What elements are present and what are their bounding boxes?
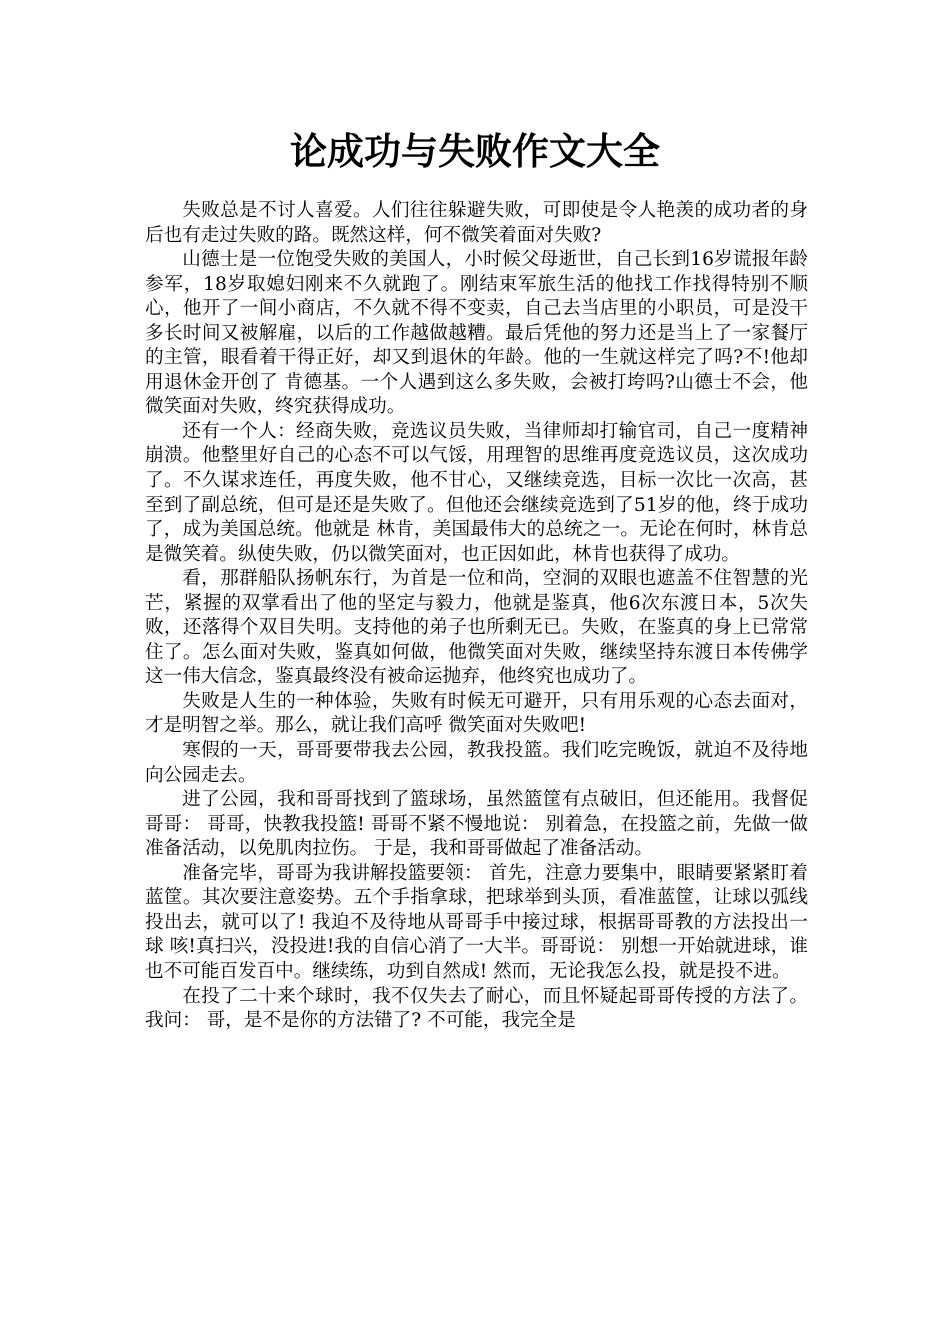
paragraph: 进了公园，我和哥哥找到了篮球场，虽然篮筐有点破旧，但还能用。我督促哥哥： 哥哥，快教我投篮! 哥哥不紧不慢地说： 别着急，在投篮之前，先做一做准备活动，以免肌肉拉伤。 于是，我和哥哥做起了准备活动。 (145, 789, 808, 860)
paragraph: 看，那群船队扬帆东行，为首是一位和尚，空洞的双眼也遮盖不住智慧的光芒，紧握的双掌看出了他的坚定与毅力，他就是鉴真，他6次东渡日本，5次失败，还落得个双目失明。支持他的弟子也所剩无已。失败，在鉴真的身上已常常住了。怎么面对失败，鉴真如何做，他微笑面对失败，继续坚持东渡日本传佛学这一伟大信念，鉴真最终没有被命运抛弃，他终究也成功了。 (145, 568, 808, 688)
article-body (145, 199, 808, 1034)
paragraph: 还有一个人：经商失败，竞选议员失败，当律师却打输官司，自己一度精神崩溃。他整里好自己的心态不可以气馁，用理智的思维再度竞选议员，这次成功了。不久谋求连任，再度失败，他不甘心，又继续竞选，目标一次比一次高，甚至到了副总统，但可是还是失败了。但他还会继续竞选到了51岁的他，终于成功了，成为美国总统。他就是 林肯，美国最伟大的总统之一。无论在何时，林肯总是微笑着。纵使失败，仍以微笑面对，也正因如此，林肯也获得了成功。 (145, 420, 808, 565)
paragraph: 在投了二十来个球时，我不仅失去了耐心，而且怀疑起哥哥传授的方法了。我问： 哥，是不是你的方法错了? 不可能，我完全是 (145, 985, 808, 1032)
paragraph: 山德士是一位饱受失败的美国人，小时候父母逝世，自己长到16岁谎报年龄参军，18岁取媳妇刚来不久就跑了。刚结束军旅生活的他找工作找得特别不顺心，他开了一间小商店，不久就不得不变卖，自己去当店里的小职员，可是没干多长时间又被解雇，以后的工作越做越糟。最后凭他的努力还是当上了一家餐厅的主管，眼看着干得正好，却又到退休的年龄。他的一生就这样完了吗?不!他却用退休金开创了 肯德基。一个人遇到这么多失败，会被打垮吗?山德士不会，他微笑面对失败，终究获得成功。 (145, 249, 808, 418)
page-title: 论成功与失败作文大全 (290, 130, 660, 173)
paragraph: 失败总是不讨人喜爱。人们往往躲避失败，可即使是令人艳羡的成功者的身后也有走过失败的路。既然这样，何不微笑着面对失败? (145, 200, 808, 246)
paragraph: 失败是人生的一种体验，失败有时候无可避开，只有用乐观的心态去面对，才是明智之举。那么，就让我们高呼 微笑面对失败吧! (145, 690, 808, 737)
paragraph: 准备完毕，哥哥为我讲解投篮要领： 首先，注意力要集中，眼睛要紧紧盯着蓝筐。其次要注意姿势。五个手指拿球，把球举到头顶，看准蓝筐，让球以弧线投出去，就可以了! 我迫不及待地从哥哥手中接过球，根据哥哥教的方法投出一球 咳!真扫兴，没投进!我的自信心消了一大半。哥哥说： 别想一开始就进球，谁也不可能百发百中。继续练，功到自然成! 然而，无论我怎么投，就是投不进。 (145, 862, 808, 982)
paragraph: 寒假的一天，哥哥要带我去公园，教我投篮。我们吃完晚饭，就迫不及待地向公园走去。 (145, 740, 808, 786)
